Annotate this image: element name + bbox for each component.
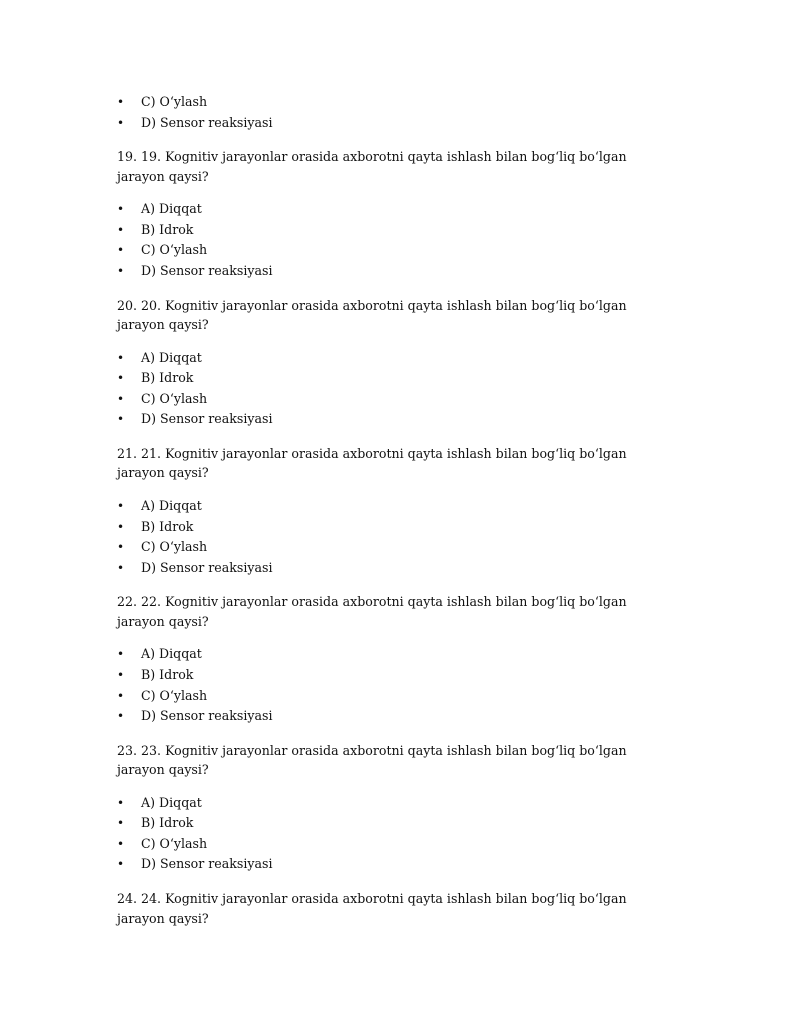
list-item — [117, 261, 677, 282]
bullet-icon: • — [117, 816, 125, 831]
bullet-icon: • — [117, 350, 125, 365]
bullet-icon: • — [117, 857, 125, 872]
question — [117, 133, 677, 199]
option-text: B) Idrok — [141, 518, 194, 534]
option-list — [117, 199, 677, 281]
list-item — [117, 368, 677, 389]
list-item — [117, 348, 677, 369]
bullet-icon: • — [117, 202, 125, 217]
list-item — [117, 834, 677, 855]
question — [117, 430, 677, 496]
question-number: 21. — [117, 445, 138, 461]
option-text: A) Diqqat — [141, 349, 202, 365]
option-text: A) Diqqat — [141, 794, 202, 810]
list-item — [117, 517, 677, 538]
question-number: 24. — [117, 891, 138, 907]
option-list — [117, 92, 677, 133]
list-item — [117, 409, 677, 430]
option-text: D) Sensor reaksiyasi — [141, 856, 273, 872]
list-item — [117, 854, 677, 875]
question-text: 23. Kognitiv jarayonlar orasida axborotni qayta ishlash bilan bog‘liq bo‘lgan jarayon qaysi? — [117, 742, 627, 778]
option-text: B) Idrok — [141, 666, 194, 682]
bullet-icon: • — [117, 371, 125, 386]
bullet-icon: • — [117, 667, 125, 682]
bullet-icon: • — [117, 560, 125, 575]
list-item — [117, 92, 677, 113]
bullet-icon: • — [117, 709, 125, 724]
question — [117, 578, 677, 644]
list-item — [117, 665, 677, 686]
option-text: C) O‘ylash — [141, 687, 208, 703]
bullet-icon: • — [117, 688, 125, 703]
option-text: D) Sensor reaksiyasi — [141, 262, 273, 278]
option-list — [117, 348, 677, 430]
question — [117, 875, 677, 941]
option-text: B) Idrok — [141, 370, 194, 386]
option-text: C) O‘ylash — [141, 390, 208, 406]
list-item — [117, 496, 677, 517]
option-text: A) Diqqat — [141, 201, 202, 217]
list-item — [117, 537, 677, 558]
list-item — [117, 706, 677, 727]
option-text: C) O‘ylash — [141, 242, 208, 258]
list-item — [117, 220, 677, 241]
question-text: 19. Kognitiv jarayonlar orasida axborotni qayta ishlash bilan bog‘liq bo‘lgan jarayon qaysi? — [117, 149, 627, 184]
list-item — [117, 813, 677, 834]
option-text: C) O‘ylash — [141, 94, 208, 109]
bullet-icon: • — [117, 836, 125, 851]
question — [117, 727, 677, 793]
bullet-icon: • — [117, 95, 125, 109]
question-text: 20. Kognitiv jarayonlar orasida axborotni qayta ishlash bilan bog‘liq bo‘lgan jarayon qaysi? — [117, 297, 627, 333]
bullet-icon: • — [117, 412, 125, 427]
bullet-icon: • — [117, 243, 125, 258]
option-list — [117, 496, 677, 578]
option-text: D) Sensor reaksiyasi — [141, 559, 273, 575]
question-text: 22. Kognitiv jarayonlar orasida axborotni qayta ishlash bilan bog‘liq bo‘lgan jarayon qaysi? — [117, 594, 627, 629]
list-item — [117, 199, 677, 220]
bullet-icon: • — [117, 498, 125, 513]
option-text: D) Sensor reaksiyasi — [141, 114, 273, 130]
question-text: 24. Kognitiv jarayonlar orasida axborotni qayta ishlash bilan bog‘liq bo‘lgan jarayon qaysi? — [117, 891, 627, 926]
bullet-icon: • — [117, 795, 125, 810]
question-number: 23. — [117, 742, 138, 758]
list-item — [117, 686, 677, 707]
option-list — [117, 793, 677, 875]
bullet-icon: • — [117, 519, 125, 534]
document-page — [117, 92, 677, 941]
list-item — [117, 644, 677, 665]
question-number: 20. — [117, 297, 138, 313]
option-text: B) Idrok — [141, 221, 194, 237]
bullet-icon: • — [117, 115, 125, 130]
option-text: C) O‘ylash — [141, 835, 208, 851]
list-item — [117, 558, 677, 579]
option-list — [117, 644, 677, 726]
question-number: 22. — [117, 594, 138, 610]
bullet-icon: • — [117, 391, 125, 406]
question-number: 19. — [117, 149, 138, 165]
option-text: D) Sensor reaksiyasi — [141, 708, 273, 724]
list-item — [117, 389, 677, 410]
bullet-icon: • — [117, 222, 125, 237]
option-text: B) Idrok — [141, 815, 194, 831]
bullet-icon: • — [117, 540, 125, 555]
question-text: 21. Kognitiv jarayonlar orasida axborotni qayta ishlash bilan bog‘liq bo‘lgan jarayon qaysi? — [117, 445, 627, 481]
bullet-icon: • — [117, 263, 125, 278]
option-text: C) O‘ylash — [141, 539, 208, 555]
option-text: A) Diqqat — [141, 646, 202, 662]
list-item — [117, 793, 677, 814]
list-item — [117, 240, 677, 261]
question — [117, 282, 677, 348]
bullet-icon: • — [117, 647, 125, 662]
option-text: A) Diqqat — [141, 497, 202, 513]
option-text: D) Sensor reaksiyasi — [141, 411, 273, 427]
list-item — [117, 113, 677, 134]
